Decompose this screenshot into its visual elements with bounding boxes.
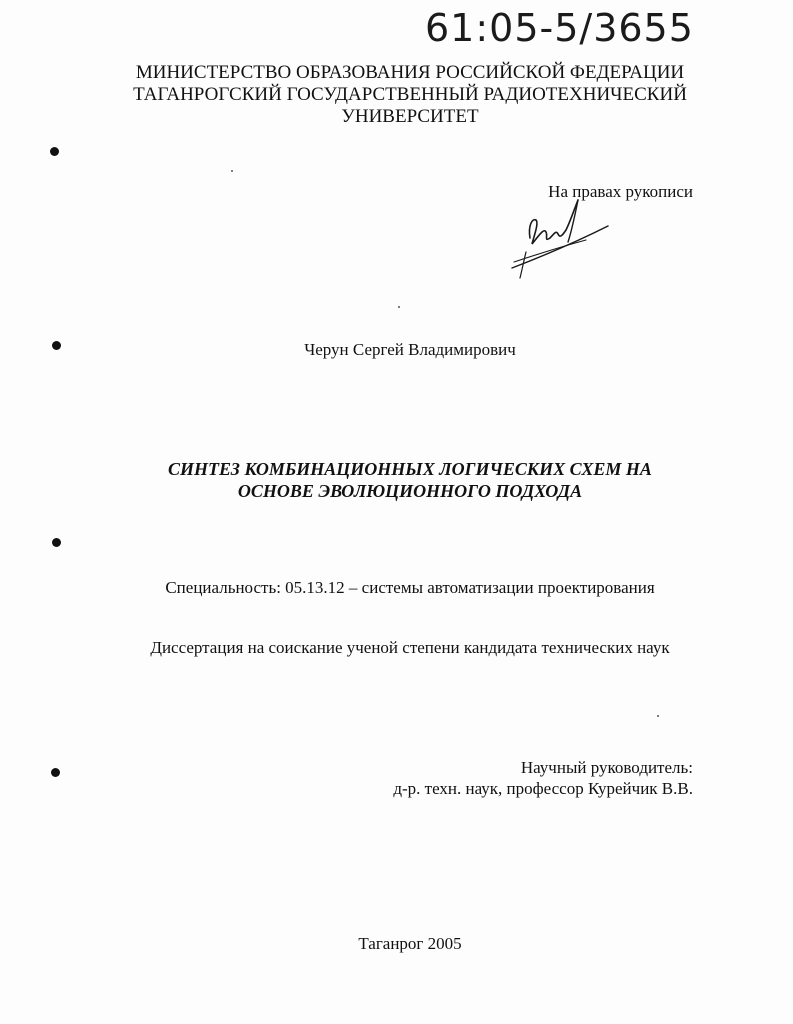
ministry-line-2: ТАГАНРОГСКИЙ ГОСУДАРСТВЕННЫЙ РАДИОТЕХНИЧЕСКИЙ bbox=[133, 84, 687, 105]
supervisor-label: Научный руководитель: bbox=[520, 758, 693, 777]
archive-number: 61:05-5/3655 bbox=[425, 6, 694, 50]
scan-speck bbox=[657, 715, 659, 717]
ministry-header bbox=[100, 62, 720, 128]
author-name: Черун Сергей Владимирович bbox=[304, 340, 516, 359]
binding-hole bbox=[50, 147, 59, 156]
binding-hole bbox=[51, 768, 60, 777]
scan-speck bbox=[398, 306, 400, 308]
supervisor-block bbox=[360, 757, 693, 799]
binding-hole bbox=[52, 538, 61, 547]
ministry-line-1: МИНИСТЕРСТВО ОБРАЗОВАНИЯ РОССИЙСКОЙ ФЕДЕРАЦИИ bbox=[135, 62, 685, 83]
ministry-line-3: УНИВЕРСИТЕТ bbox=[341, 106, 479, 127]
title-line-2: ОСНОВЕ ЭВОЛЮЦИОННОГО ПОДХОДА bbox=[237, 481, 583, 501]
degree-line: Диссертация на соискание ученой степени кандидата технических наук bbox=[150, 638, 670, 657]
signature-icon bbox=[508, 196, 618, 280]
specialty-line: Специальность: 05.13.12 – системы автоматизации проектирования bbox=[165, 578, 655, 597]
city-year: Таганрог 2005 bbox=[358, 934, 462, 953]
dissertation-title bbox=[110, 458, 710, 502]
title-line-1: СИНТЕЗ КОМБИНАЦИОННЫХ ЛОГИЧЕСКИХ СХЕМ НА bbox=[168, 459, 652, 479]
supervisor-name: д-р. техн. наук, профессор Курейчик В.В. bbox=[393, 779, 693, 798]
rights-note: На правах рукописи bbox=[548, 182, 693, 201]
binding-hole bbox=[52, 341, 61, 350]
scan-speck bbox=[231, 170, 233, 172]
